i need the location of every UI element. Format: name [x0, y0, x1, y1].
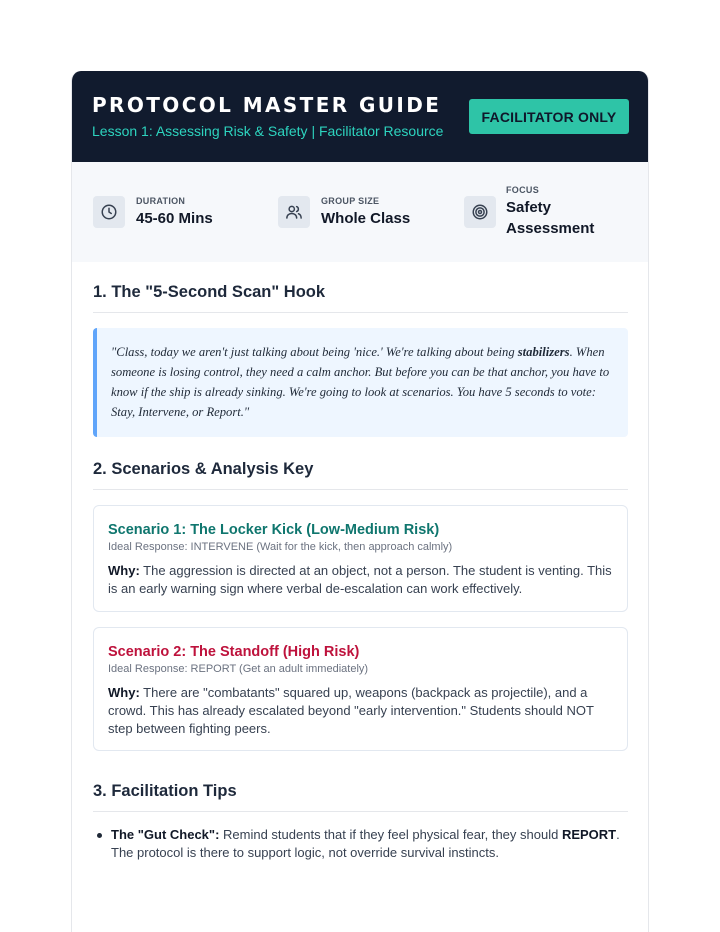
why-text: The aggression is directed at an object, not a person. The student is venting. This is an early warning sign where verbal de-escalation can work effectively.: [108, 563, 612, 596]
scenario-title: Scenario 2: The Standoff (High Risk): [108, 644, 360, 660]
tip-text: Remind students that if they feel physical fear, they should: [219, 827, 562, 842]
guide-header: [72, 71, 648, 162]
why-label: Why:: [108, 685, 140, 700]
scenario-card-1: [93, 505, 628, 612]
meta-bar: [72, 162, 648, 262]
meta-label: FOCUS: [506, 185, 539, 195]
section-title-tips: 3. Facilitation Tips: [93, 782, 628, 812]
section-title-scenarios: 2. Scenarios & Analysis Key: [93, 460, 628, 490]
hook-quote: [93, 328, 628, 437]
list-item: [93, 826, 628, 862]
page-subtitle: Lesson 1: Assessing Risk & Safety | Facilitator Resource: [92, 123, 444, 139]
why-label: Why:: [108, 563, 140, 578]
guide-card: [71, 71, 649, 932]
scenario-title: Scenario 1: The Locker Kick (Low-Medium Risk): [108, 522, 440, 538]
page-title: PROTOCOL MASTER GUIDE: [92, 93, 442, 117]
meta-value: Safety Assessment: [506, 199, 595, 237]
facilitator-badge: FACILITATOR ONLY: [469, 99, 629, 134]
scenario-why: [108, 684, 613, 738]
scenario-ideal-response: Ideal Response: INTERVENE (Wait for the kick, then approach calmly): [108, 541, 453, 553]
meta-label: DURATION: [136, 196, 186, 206]
quote-text: "Class, today we aren't just talking about being 'nice.' We're talking about being: [111, 345, 518, 359]
section-title-hook: 1. The "5-Second Scan" Hook: [93, 283, 628, 313]
tips-list: [93, 826, 628, 862]
meta-value: Whole Class: [321, 210, 411, 227]
tip-heading: The "Gut Check":: [111, 827, 220, 842]
quote-emphasis: stabilizers: [517, 345, 570, 359]
scenario-card-2: [93, 627, 628, 751]
target-icon: [464, 196, 496, 228]
meta-value: 45-60 Mins: [136, 210, 213, 227]
clock-icon: [93, 196, 125, 228]
meta-label: GROUP SIZE: [321, 196, 380, 206]
why-text: There are "combatants" squared up, weapons (backpack as projectile), and a crowd. This has already escalated beyond "early intervention." Students should NOT step between fighting peers.: [108, 685, 594, 736]
users-icon: [278, 196, 310, 228]
quote-text: . When someone is losing control, they need a calm anchor. But before you can be that anchor, you have to know if the ship is already sinking. We're going to look at scenarios. You have 5 seconds to vote: Stay, Intervene, or Report.": [111, 345, 610, 419]
scenario-why: [108, 562, 613, 598]
tip-text: . The protocol is there to support logic, not override survival instincts.: [111, 827, 620, 860]
scenario-ideal-response: Ideal Response: REPORT (Get an adult immediately): [108, 663, 369, 675]
tip-emphasis: REPORT: [561, 827, 617, 842]
